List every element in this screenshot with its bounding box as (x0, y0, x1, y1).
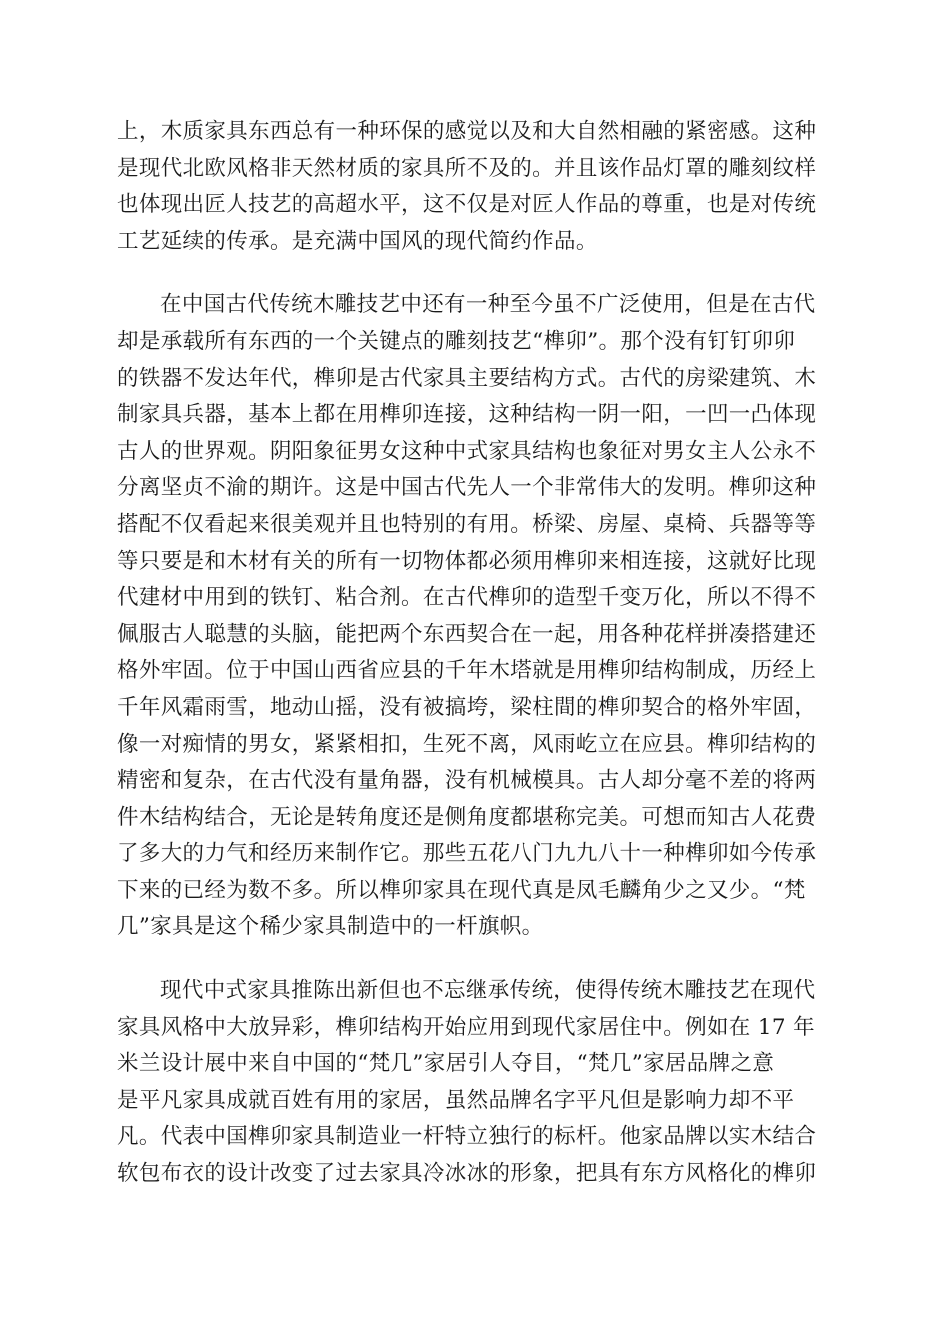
text-line: 上，木质家具东西总有一种环保的感觉以及和大自然相融的紧密感。这种 (117, 119, 817, 144)
paragraph-gap (117, 260, 837, 287)
text-line: 是现代北欧风格非天然材质的家具所不及的。并且该作品灯罩的雕刻纹样 (117, 155, 817, 181)
text-line: 家具风格中大放异彩，榫卯结构开始应用到现代家居住中。例如在 17 年 (117, 1014, 815, 1040)
text-line: 等只要是和木材有关的所有一切物体都必须用榫卯来相连接，这就好比现 (117, 548, 817, 574)
text-line: 几”家具是这个稀少家具制造中的一杆旗帜。 (117, 914, 544, 940)
text-line: 也体现出匠人技艺的高超水平，这不仅是对匠人作品的尊重，也是对传统 (117, 192, 817, 218)
text-line: 却是承载所有东西的一个关键点的雕刻技艺“榫卯”。那个没有钉钉卯卯 (117, 328, 796, 354)
text-line: 佩服古人聪慧的头脑，能把两个东西契合在一起，用各种花样拼凑搭建还 (117, 621, 817, 647)
text-line: 件木结构结合，无论是转角度还是侧角度都堪称完美。可想而知古人花费 (117, 804, 817, 830)
text-line: 搭配不仅看起来很美观并且也特别的有用。桥梁、房屋、桌椅、兵器等等 (117, 511, 817, 537)
text-line: 古人的世界观。阴阳象征男女这种中式家具结构也象征对男女主人公永不 (117, 438, 817, 464)
text-line: 精密和复杂，在古代没有量角器，没有机械模具。古人却分毫不差的将两 (117, 768, 817, 794)
text-line: 格外牢固。位于中国山西省应县的千年木塔就是用榫卯结构制成，历经上 (117, 658, 817, 684)
paragraph-gap (117, 946, 837, 973)
text-line: 米兰设计展中来自中国的“梵几”家居引人夺目，“梵几”家居品牌之意 (117, 1051, 775, 1077)
text-line: 的铁器不发达年代，榫卯是古代家具主要结构方式。古代的房梁建筑、木 (117, 365, 817, 391)
body-text (117, 114, 837, 1193)
paragraph-3 (117, 973, 837, 1193)
paragraph-2 (117, 287, 837, 946)
text-line: 下来的已经为数不多。所以榫卯家具在现代真是凤毛麟角少之又少。“梵 (117, 877, 806, 903)
text-line: 代建材中用到的铁钉、粘合剂。在古代榫卯的造型千变万化，所以不得不 (117, 585, 817, 611)
text-line: 工艺延续的传承。是充满中国风的现代简约作品。 (117, 228, 598, 254)
text-line: 千年风霜雨雪，地动山摇，没有被搞垮，梁柱間的榫卯契合的格外牢固， (117, 694, 817, 720)
text-line: 像一对痴情的男女，紧紧相扣，生死不离，风雨屹立在应县。榫卯结构的 (117, 731, 817, 757)
text-line: 了多大的力气和经历来制作它。那些五花八门九九八十一种榫卯如今传承 (117, 841, 817, 867)
text-line: 分离坚贞不渝的期许。这是中国古代先人一个非常伟大的发明。榫卯这种 (117, 475, 817, 501)
paragraph-1 (117, 114, 837, 260)
text-line: 是平凡家具成就百姓有用的家居，虽然品牌名字平凡但是影响力却不平 (117, 1087, 795, 1113)
text-line: 凡。代表中国榫卯家具制造业一杆特立独行的标杆。他家品牌以实木结合 (117, 1124, 817, 1150)
text-line: 在中国古代传统木雕技艺中还有一种至今虽不广泛使用，但是在古代 (160, 292, 816, 318)
text-line: 现代中式家具推陈出新但也不忘继承传统，使得传统木雕技艺在现代 (160, 978, 816, 1004)
text-line: 制家具兵器，基本上都在用榫卯连接，这种结构一阴一阳，一凹一凸体现 (117, 402, 817, 428)
text-line: 软包布衣的设计改变了过去家具冷冰冰的形象，把具有东方风格化的榫卯 (117, 1161, 817, 1187)
